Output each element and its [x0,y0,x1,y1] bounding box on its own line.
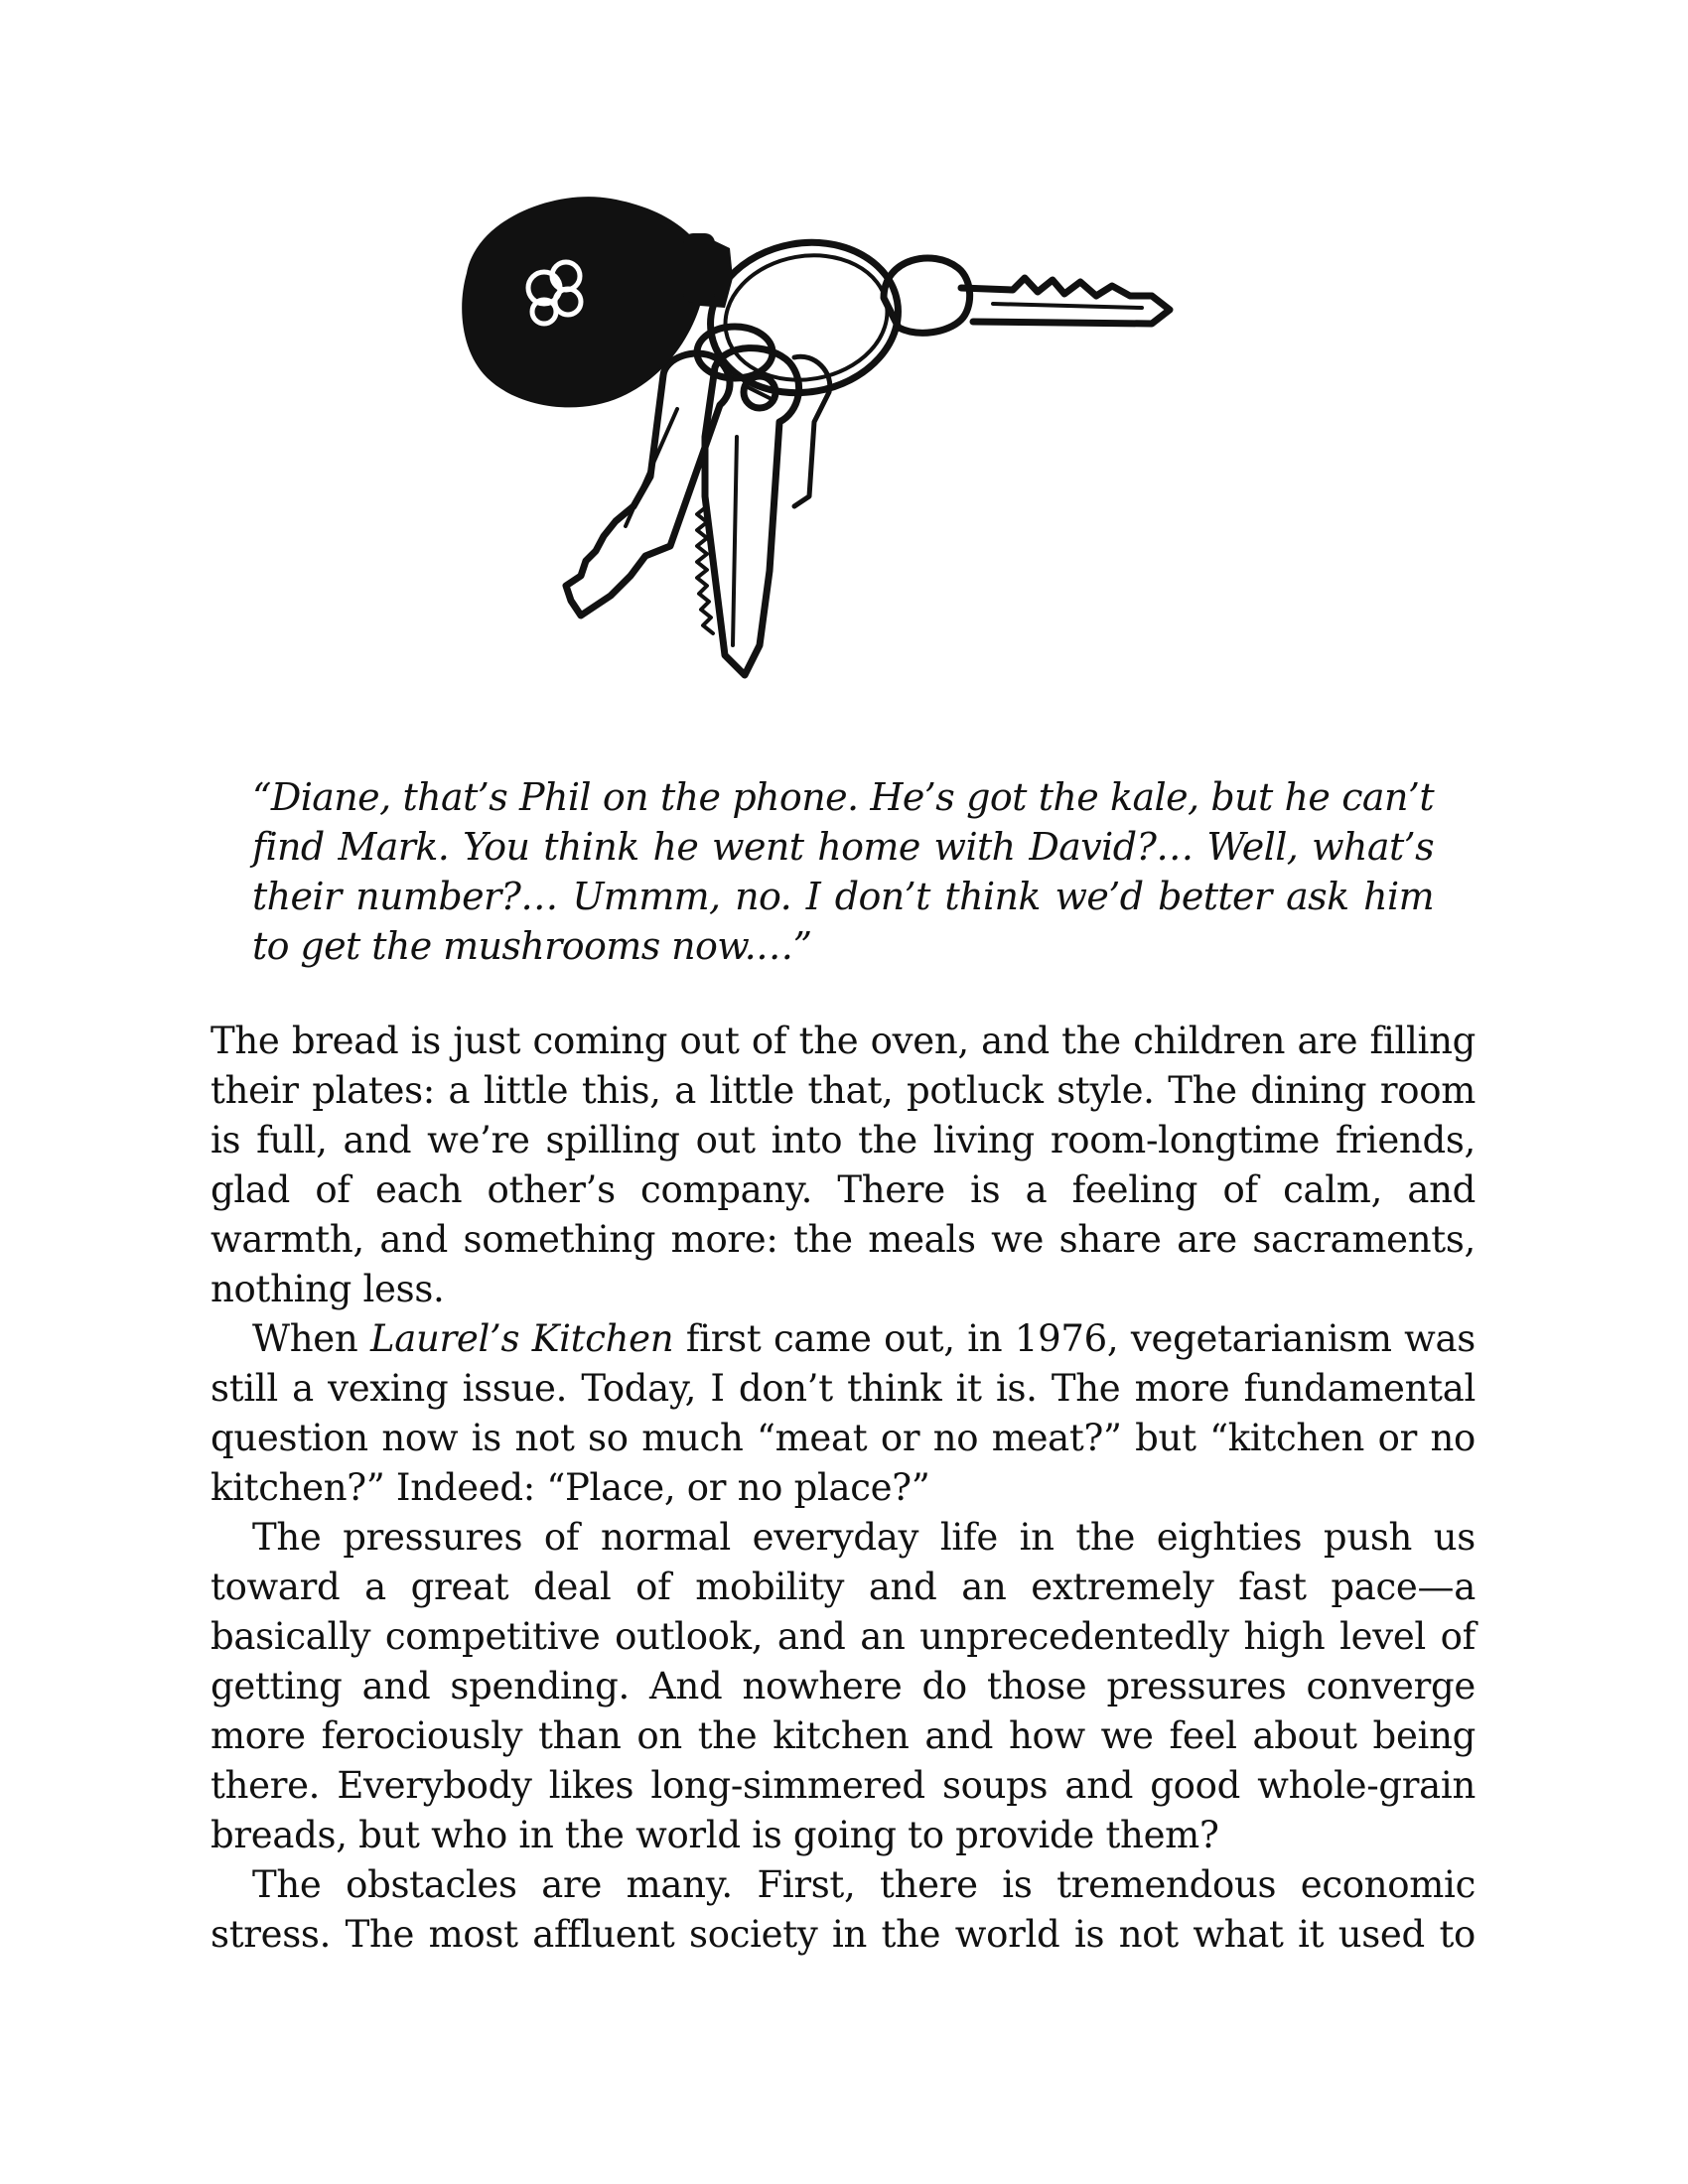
paragraph-1: The bread is just coming out of the oven, and the children are filling their plates: a little this, a little that, potluck style. The dining room is full, and we’re spilling out into the living room-longtime friends, glad of each other’s company. There is a feeling of calm, and warmth, and something more: the meals we share are sacraments, nothing less. [211,1020,1476,1310]
book-title: Laurel’s Kitchen [369,1317,674,1360]
paragraph-4: The obstacles are many. First, there is tremendous economic stress. The most affluent society in the world is not what it used to [211,1863,1476,1956]
keyring-illustration-icon [417,179,1271,735]
paragraph-3: The pressures of normal everyday life in the eighties push us toward a great deal of mobility and an extremely fast pace—a basically competitive outlook, and an unprecedentedly high level of getting and spending. And nowhere do those pressures converge more ferociously than on the kitchen and how we feel about being there. Everybody likes long-simmered soups and good whole-grain breads, but who in the world is going to provide them? [211,1516,1476,1856]
paragraph-2-lead: When [252,1317,370,1360]
epigraph-quote: “Diane, that’s Phil on the phone. He’s got the kale, but he can’t find Mark. You think he went home with David?… Well, what’s their number?… Ummm, no. I don’t think we’d better ask him to get the mushrooms now.…” [252,775,1434,968]
body-text [211,1017,1476,1960]
paragraph-2-rest: first came out, in 1976, vegetarianism was still a vexing issue. Today, I don’t think it is. The more fundamental question now is not so much “meat or no meat?” but “kitchen or no kitchen?” Indeed: “Place, or no place?” [211,1317,1476,1509]
paragraph-2 [211,1314,1476,1513]
